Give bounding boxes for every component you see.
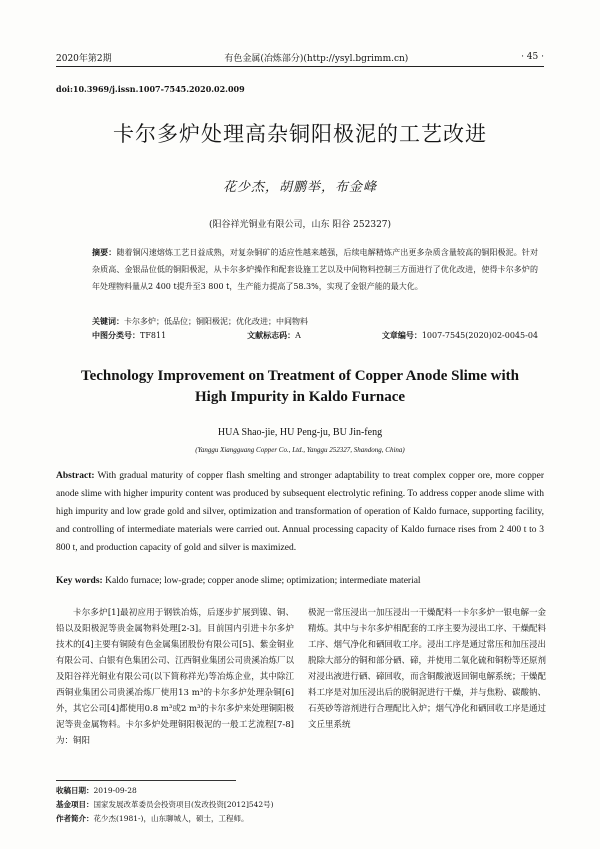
body-column-right bbox=[308, 605, 546, 733]
footnote-fund bbox=[56, 798, 544, 812]
article-label: 文章编号： bbox=[381, 330, 422, 340]
keywords-en bbox=[56, 573, 544, 589]
keywords-cn-text: 卡尔多炉；低品位；铜阳极泥；优化改进；中间物料 bbox=[124, 317, 308, 326]
header-page-number: · 45 · bbox=[521, 52, 544, 62]
header-journal: 有色金属(冶炼部分)(http://ysyl.bgrimm.cn) bbox=[224, 53, 409, 64]
affiliation-cn: (阳谷祥光铜业有限公司，山东 阳谷 252327) bbox=[208, 220, 392, 230]
abstract-cn-label: 摘要： bbox=[92, 247, 117, 257]
fund-label: 基金项目： bbox=[56, 800, 94, 809]
abstract-en bbox=[56, 467, 544, 557]
keywords-cn-label: 关键词： bbox=[92, 316, 124, 326]
title-en-line1: Technology Improvement on Treatment of Copper Anode Slime with bbox=[80, 368, 520, 384]
abstract-cn bbox=[92, 244, 538, 295]
keywords-cn bbox=[92, 313, 538, 330]
title-cn: 卡尔多炉处理高杂铜阳极泥的工艺改进 bbox=[113, 122, 487, 146]
body-column-left bbox=[56, 605, 294, 749]
keywords-en-label: Key words: bbox=[56, 576, 103, 586]
received-label: 收稿日期： bbox=[56, 786, 94, 795]
footnote-divider bbox=[56, 780, 236, 781]
received-date: 2019-09-28 bbox=[93, 786, 137, 795]
code-label: 文献标志码： bbox=[247, 330, 296, 340]
clc-value: TF811 bbox=[140, 331, 167, 340]
article-number bbox=[382, 330, 538, 341]
clc-label: 中图分类号： bbox=[92, 330, 140, 340]
author-bio-text: 花少杰(1981-)，山东聊城人，硕士，工程师。 bbox=[93, 814, 249, 823]
title-en bbox=[0, 366, 600, 408]
footnotes bbox=[56, 784, 544, 826]
authors-en: HUA Shao-jie, HU Peng-ju, BU Jin-feng bbox=[217, 427, 383, 438]
fund-text: 国家发展改革委员会投资项目(发改投资[2012]542号) bbox=[93, 800, 274, 809]
authors-cn: 花少杰，胡鹏举，布金峰 bbox=[222, 180, 377, 195]
keywords-en-text: Kaldo furnace; low-grade; copper anode slime; optimization; intermediate material bbox=[105, 576, 421, 586]
article-value: 1007-7545(2020)02-0045-04 bbox=[421, 331, 538, 340]
footnote-author bbox=[56, 812, 544, 826]
body-paragraph-right: 极泥一常压浸出一加压浸出一干燥配料一卡尔多炉一银电解一金精炼。其中与卡尔多炉相配套的工序主要为浸出工序、干燥配料工序、烟气净化和硒回收工序。浸出工序是通过常压和加压浸出脱除大部分的铜和部分硒、碲，并使用二氧化硫和铜粉等还原剂对浸出液进行硒、碲回收，而含铜酸液返回铜电解系统；干燥配料工序是对加压浸出后的脱铜泥进行干燥，并与焦粉、碳酸钠、石英砂等溶剂进行合理配比入炉；烟气净化和硒回收工序是通过文丘里系统 bbox=[308, 608, 547, 730]
footnote-received bbox=[56, 784, 544, 798]
author-bio-label: 作者简介： bbox=[56, 814, 94, 823]
abstract-cn-text: 随着铜闪速熔炼工艺日益成熟，对复杂铜矿的适应性越来越强，后续电解精炼产出更多杂质含量较高的铜阳极泥。针对杂质高、金银品位低的铜阳极泥，从卡尔多炉操作和配套设施工艺以及中间物料控制三方面进行了优化改进，使得卡尔多炉的年处理物料量从2 400 t提升至3 800 t，生产能力提高了58.3%，实现了金银产能的最大化。 bbox=[92, 248, 539, 291]
classification-row bbox=[92, 330, 538, 341]
header-issue: 2020年第2期 bbox=[56, 53, 112, 64]
document-code bbox=[247, 330, 301, 341]
clc-number bbox=[92, 330, 166, 341]
running-header bbox=[56, 50, 544, 67]
abstract-en-text: With gradual maturity of copper flash smelting and stronger adaptability to treat complex copper ore, more copper anode slime with higher impurity content was produced by subsequent electrolytic refining. To address copper anode slime with high impurity and low grade gold and silver, optimization and transformation of operation of Kaldo furnace, supporting facility, and controlling of intermediate materials were carried out. Annual processing capacity of Kaldo furnace rises from 2 400 t to 3 800 t, and production capacity of gold and silver is maximized. bbox=[56, 471, 544, 553]
abstract-en-label: Abstract: bbox=[56, 471, 95, 481]
code-value: A bbox=[295, 331, 301, 340]
doi: doi:10.3969/j.issn.1007-7545.2020.02.009 bbox=[56, 84, 245, 94]
title-en-line2: High Impurity in Kaldo Furnace bbox=[194, 389, 406, 405]
affiliation-en: (Yanggu Xiangguang Copper Co., Ltd., Yanggu 252327, Shandong, China) bbox=[195, 446, 405, 454]
body-paragraph-left: 卡尔多炉[1]最初应用于钢铁冶炼，后逐步扩展到镍、铜、铅以及阳极泥等贵金属物料处理[2-3]。目前国内引进卡尔多炉技术的[4]主要有铜陵有色金属集团股份有限公司[5]、紫金铜业有限公司、白银有色集团公司、江西铜业集团公司贵溪冶炼厂以及阳谷祥光铜业有限公司(以下简称祥光)等冶炼企业，其中除江西铜业集团公司贵溪冶炼厂使用13 m³的卡尔多炉处理杂铜[6]外，其它公司[4]都使用0.8 m³或2 m³的卡尔多炉来处理铜阳极泥等贵金属物料。卡尔多炉处理铜阳极泥的一般工艺流程[7-8]为：铜阳 bbox=[56, 608, 295, 746]
